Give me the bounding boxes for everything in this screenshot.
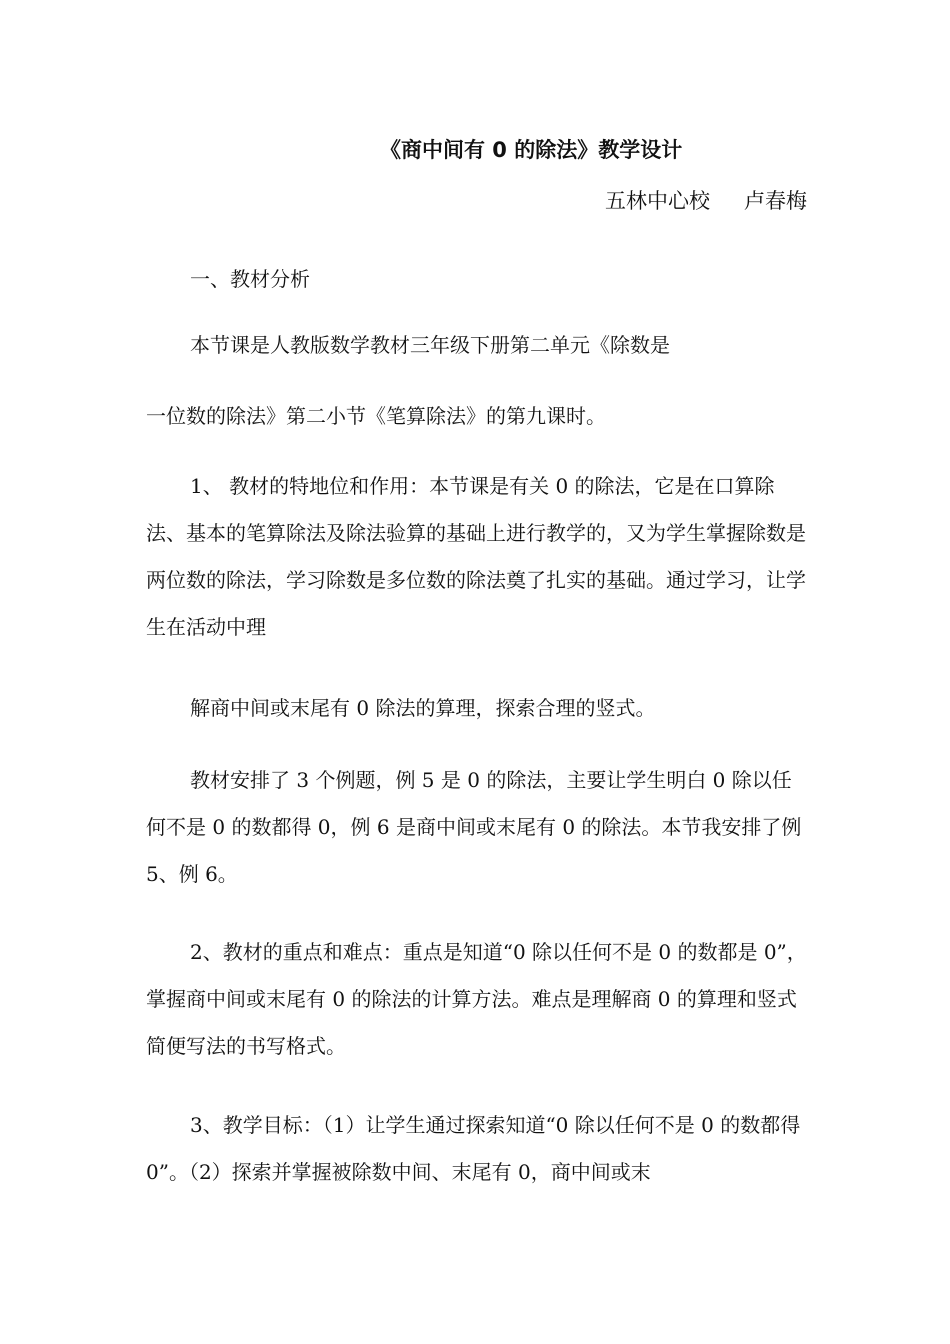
author-name: 卢春梅: [744, 189, 807, 213]
school-name: 五林中心校: [605, 189, 710, 213]
paragraph-intro-line-2: 一位数的除法》第二小节《笔算除法》的第九课时。: [146, 404, 606, 428]
paragraph-key-points: 2、教材的重点和难点：重点是知道“0 除以任何不是 0 的数都是 0”，掌握商中间或末尾有 0 的除法的计算方法。难点是理解商 0 的算理和竖式简便写法的书写格式。: [146, 940, 807, 1058]
paragraph-objectives: 3、教学目标：（1）让学生通过探索知道“0 除以任何不是 0 的数都得 0”。（2）探索并掌握被除数中间、末尾有 0，商中间或末: [146, 1113, 801, 1184]
paragraph-status-and-role: 1、 教材的特地位和作用：本节课是有关 0 的除法，它是在口算除法、基本的笔算除法及除法验算的基础上进行教学的，又为学生掌握除数是两位数的除法，学习除数是多位数的除法奠了扎实的基础。通过学习，让学生在活动中理: [146, 474, 806, 639]
paragraph-intro-line-1: 本节课是人教版数学教材三年级下册第二单元《除数是: [190, 333, 670, 357]
document-title: 《商中间有 0 的除法》教学设计: [380, 138, 683, 162]
author-line: [605, 186, 807, 216]
paragraph-examples: 教材安排了 3 个例题，例 5 是 0 的除法，主要让学生明白 0 除以任何不是 0 的数都得 0，例 6 是商中间或末尾有 0 的除法。本节我安排了例 5、例 6。: [146, 768, 802, 886]
section-heading: 一、教材分析: [190, 267, 310, 291]
paragraph-understanding: 解商中间或末尾有 0 除法的算理，探索合理的竖式。: [190, 696, 656, 720]
